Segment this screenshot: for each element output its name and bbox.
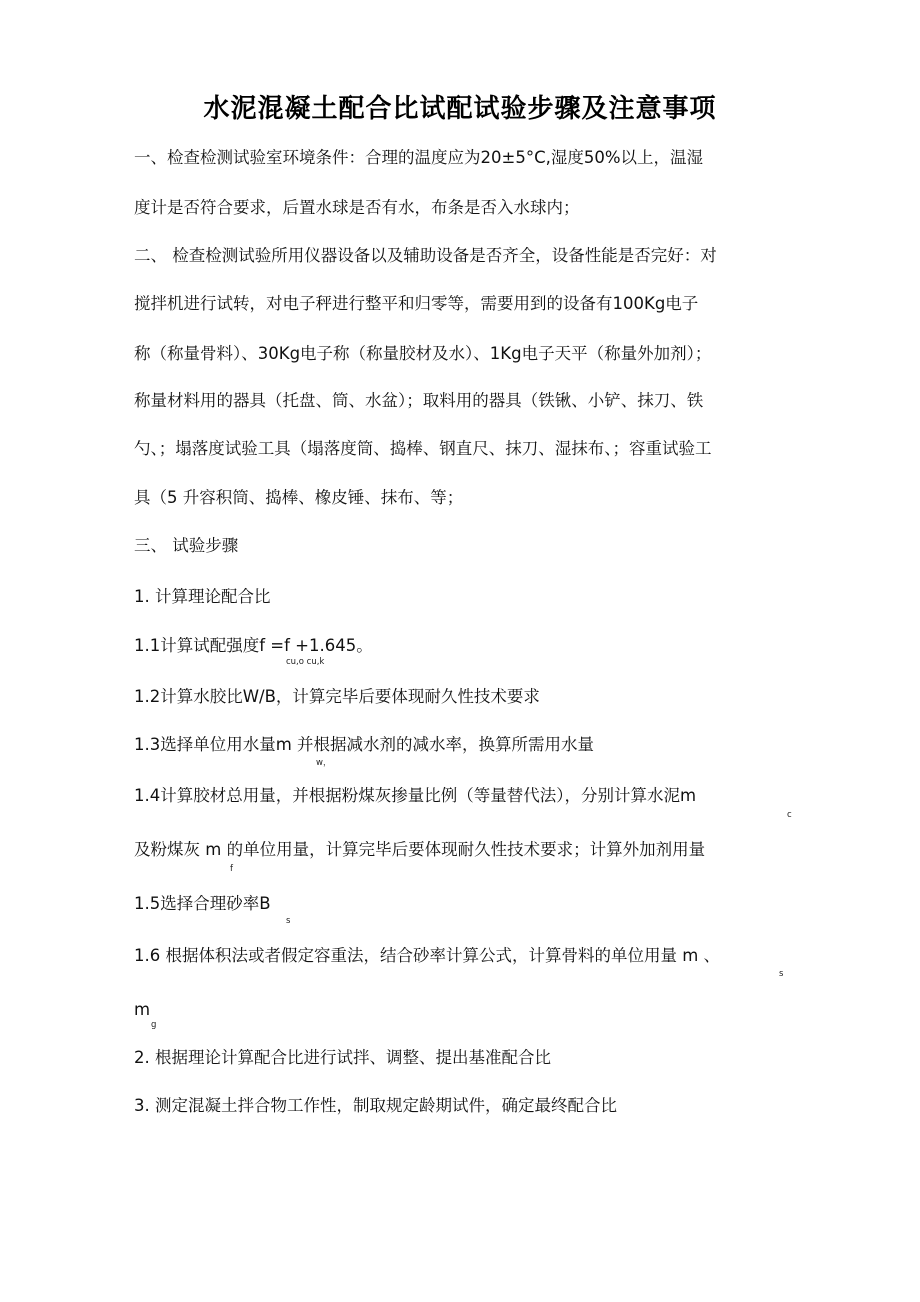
subscript-gravel: g <box>151 1020 157 1030</box>
step-3: 3. 测定混凝土拌合物工作性，制取规定龄期试件，确定最终配合比 <box>134 1096 617 1115</box>
document-title: 水泥混凝土配合比试配试验步骤及注意事项 <box>203 94 717 124</box>
paragraph-line-8: 具（5 升容积筒、捣棒、橡皮锤、抹布、等； <box>134 488 464 507</box>
paragraph-line-4: 搅拌机进行试转，对电子秤进行整平和归零等，需要用到的设备有100Kg电子 <box>134 294 699 313</box>
subscript-water: w， <box>316 758 332 768</box>
paragraph-line-5: 称（称量骨料）、30Kg电子称（称量胶材及水）、1Kg电子天平（称量外加剂）； <box>134 344 712 363</box>
paragraph-line-7: 勺、；塌落度试验工具（塌落度筒、捣棒、钢直尺、抹刀、湿抹布、；容重试验工 <box>134 439 712 458</box>
subscript-strength: cu,o cu,k <box>286 657 325 667</box>
subscript-sandratio: s <box>286 916 291 926</box>
subscript-sand: s <box>779 969 784 979</box>
section-heading-steps: 三、 试验步骤 <box>134 536 239 555</box>
step-1-3: 1.3选择单位用水量m 并根据减水剂的减水率，换算所需用水量 <box>134 735 595 754</box>
step-1-2: 1.2计算水胶比W/B，计算完毕后要体现耐久性技术要求 <box>134 687 540 706</box>
paragraph-line-1: 一、检查检测试验室环境条件：合理的温度应为20±5°C,湿度50%以上，温湿 <box>134 148 704 167</box>
step-1-4: 1.4计算胶材总用量，并根据粉煤灰掺量比例（等量替代法），分别计算水泥m <box>134 786 697 805</box>
step-1-6-continued: m <box>134 1000 151 1019</box>
step-1-1: 1.1计算试配强度f =f +1.645。 <box>134 636 373 655</box>
step-1-5: 1.5选择合理砂率B <box>134 894 271 913</box>
step-2: 2. 根据理论计算配合比进行试拌、调整、提出基准配合比 <box>134 1048 551 1067</box>
step-1-heading: 1. 计算理论配合比 <box>134 587 271 606</box>
step-1-4-continued: 及粉煤灰 m 的单位用量，计算完毕后要体现耐久性技术要求；计算外加剂用量 <box>134 840 706 859</box>
paragraph-line-3: 二、 检查检测试验所用仪器设备以及辅助设备是否齐全，设备性能是否完好：对 <box>134 246 717 265</box>
paragraph-line-6: 称量材料用的器具（托盘、筒、水盆）；取料用的器具（铁锹、小铲、抹刀、铁 <box>134 391 704 410</box>
step-1-6: 1.6 根据体积法或者假定容重法，结合砂率计算公式，计算骨料的单位用量 m 、 <box>134 946 721 965</box>
subscript-cement: c <box>787 810 792 820</box>
paragraph-line-2: 度计是否符合要求，后置水球是否有水，布条是否入水球内； <box>134 198 580 217</box>
subscript-flyash: f <box>230 864 233 874</box>
